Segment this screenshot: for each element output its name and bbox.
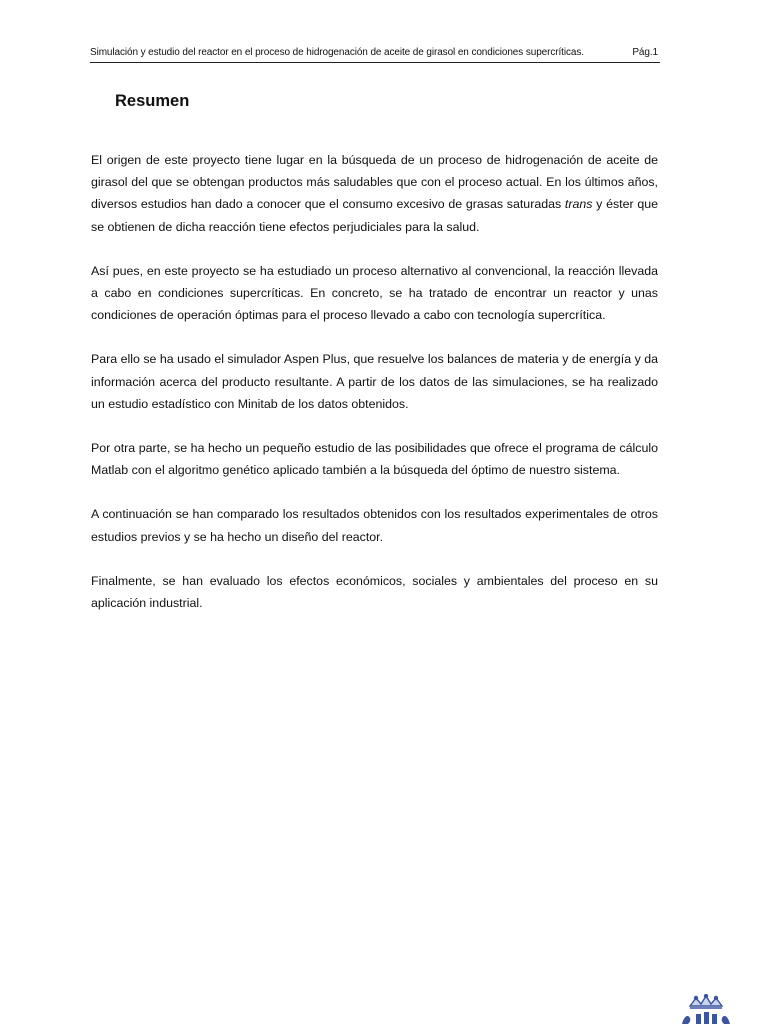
paragraph-1-text: El origen de este proyecto tiene lugar en la búsqueda de un proceso de hidrogenación de aceite de girasol del que se obtengan productos más saludables que con el proceso actual. En los últimos años, diversos estudios han dado a conocer que el consumo excesivo de grasas saturadas: [91, 153, 658, 212]
paragraph-6: Finalmente, se han evaluado los efectos económicos, sociales y ambientales del proceso en su aplicación industrial.: [91, 573, 658, 611]
paragraph-5: A continuación se han comparado los resultados obtenidos con los resultados experimentales de otros estudios previos y se ha hecho un diseño del reactor.: [91, 507, 658, 544]
crown-shape: [690, 995, 722, 1009]
crest-figures: [682, 1012, 730, 1024]
paragraph-1-emphasis: trans: [564, 197, 593, 212]
paragraph-1: [91, 149, 658, 238]
body-text: [91, 149, 658, 636]
header-title: Simulación y estudio del reactor en el proceso de hidrogenación de aceite de girasol en condiciones supercríticas.: [90, 47, 584, 58]
section-title: Resumen: [115, 92, 190, 110]
paragraph-1-text-end: y éster que se obtienen de dicha reacción tiene efectos perjudiciales para la salud.: [91, 197, 658, 234]
crown-crest-icon: [676, 994, 736, 1024]
page-header: [90, 44, 660, 63]
paragraph-3: Para ello se ha usado el simulador Aspen Plus, que resuelve los balances de materia y de energía y da información acerca del producto resultante. A partir de los datos de las simulaciones, se ha realizado un estudio estadístico con Minitab de los datos obtenidos.: [91, 352, 658, 411]
page-number: Pág.1: [632, 47, 658, 58]
paragraph-2: Así pues, en este proyecto se ha estudiado un proceso alternativo al convencional, la reacción llevada a cabo en condiciones supercríticas. En concreto, se ha tratado de encontrar un reactor y unas condiciones de operación óptimas para el proceso llevado a cabo con tecnología supercrítica.: [91, 263, 658, 323]
paragraph-4: Por otra parte, se ha hecho un pequeño estudio de las posibilidades que ofrece el programa de cálculo Matlab con el algoritmo genético aplicado también a la búsqueda del óptimo de nuestro sistema.: [91, 441, 658, 478]
